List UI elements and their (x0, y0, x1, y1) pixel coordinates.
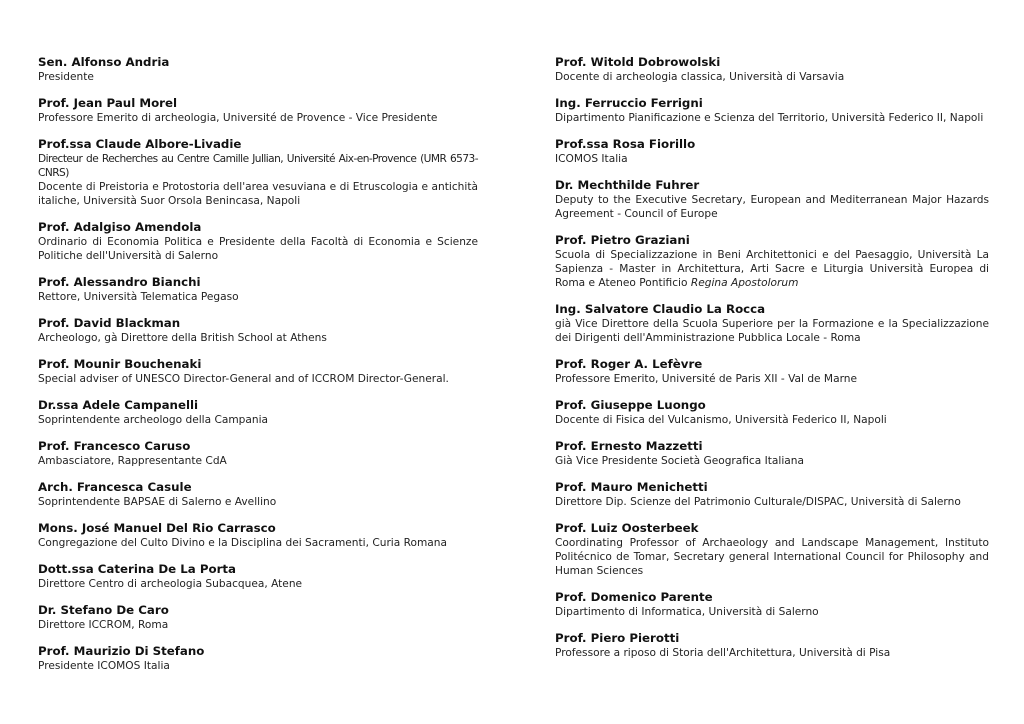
member-name: Mons. José Manuel Del Rio Carrasco (38, 521, 276, 535)
member-entry (38, 220, 478, 263)
member-name: Arch. Francesca Casule (38, 480, 192, 494)
member-name: Prof. David Blackman (38, 316, 181, 330)
member-entry (38, 521, 478, 550)
member-role: Professore Emerito, Université de Paris XII - Val de Marne (555, 373, 857, 385)
member-name: Prof.ssa Claude Albore-Livadie (38, 137, 242, 151)
member-role: Soprintendente BAPSAE di Salerno e Avellino (38, 496, 277, 508)
member-role: già Vice Direttore della Scuola Superiore per la Formazione e la Specializzazione dei Dirigenti dell'Amministrazione Pubblica Locale - Roma (555, 318, 989, 344)
member-role: Già Vice Presidente Società Geografica Italiana (555, 455, 804, 467)
member-entry (38, 439, 478, 468)
member-entry (38, 357, 478, 386)
member-role: Professore Emerito di archeologia, Université de Provence - Vice Presidente (38, 112, 438, 124)
right-column (555, 55, 989, 672)
member-name: Prof. Luiz Oosterbeek (555, 521, 699, 535)
member-name: Prof. Witold Dobrowolski (555, 55, 721, 69)
member-entry (38, 275, 478, 304)
member-name: Prof. Mounir Bouchenaki (38, 357, 202, 371)
member-entry (555, 302, 989, 345)
member-name: Prof. Domenico Parente (555, 590, 713, 604)
member-entry (38, 55, 478, 84)
member-entry (555, 439, 989, 468)
member-name: Sen. Alfonso Andria (38, 55, 170, 69)
member-role: Direttore Dip. Scienze del Patrimonio Culturale/DISPAC, Università di Salerno (555, 496, 961, 508)
member-entry (38, 398, 478, 427)
member-role: Docente di Fisica del Vulcanismo, Università Federico II, Napoli (555, 414, 887, 426)
member-name: Prof. Maurizio Di Stefano (38, 644, 205, 658)
member-entry (555, 137, 989, 166)
member-role: Rettore, Università Telematica Pegaso (38, 291, 239, 303)
member-name: Prof. Piero Pierotti (555, 631, 680, 645)
member-entry (38, 137, 478, 208)
member-entry (555, 480, 989, 509)
member-role-text: Scuola di Specializzazione in Beni Architettonici e del Paesaggio, Università La Sapienza - Master in Architettura, Arti Sacre e Liturgia Università Europea di Roma e Ateneo Pontificio (555, 249, 989, 289)
member-role-italic: Regina Apostolorum (690, 277, 799, 289)
member-name: Dr. Stefano De Caro (38, 603, 169, 617)
member-name: Prof. Pietro Graziani (555, 233, 690, 247)
member-role: Ambasciatore, Rappresentante CdA (38, 455, 227, 467)
member-entry (555, 590, 989, 619)
member-role: ICOMOS Italia (555, 153, 628, 165)
member-entry (555, 178, 989, 221)
left-column (38, 55, 478, 685)
member-entry (38, 96, 478, 125)
member-entry (38, 480, 478, 509)
member-role: Presidente (38, 71, 94, 83)
member-role: Presidente ICOMOS Italia (38, 660, 170, 672)
member-entry (555, 96, 989, 125)
member-name: Prof. Mauro Menichetti (555, 480, 708, 494)
member-name: Prof.ssa Rosa Fiorillo (555, 137, 696, 151)
member-entry (555, 631, 989, 660)
member-role: Direttore ICCROM, Roma (38, 619, 169, 631)
member-name: Prof. Francesco Caruso (38, 439, 191, 453)
member-role: Professore a riposo di Storia dell'Architettura, Università di Pisa (555, 647, 891, 659)
member-name: Prof. Giuseppe Luongo (555, 398, 706, 412)
member-entry (555, 521, 989, 578)
member-role: Deputy to the Executive Secretary, European and Mediterranean Major Hazards Agreement - Council of Europe (555, 194, 989, 220)
member-entry (555, 398, 989, 427)
member-entry (555, 55, 989, 84)
member-name: Prof. Alessandro Bianchi (38, 275, 201, 289)
member-name: Prof. Roger A. Lefèvre (555, 357, 703, 371)
member-role: Archeologo, gà Direttore della British School at Athens (38, 332, 327, 344)
member-role: Soprintendente archeologo della Campania (38, 414, 269, 426)
member-role (555, 248, 989, 290)
member-role: Direttore Centro di archeologia Subacquea, Atene (38, 578, 303, 590)
member-entry (38, 316, 478, 345)
member-name: Dott.ssa Caterina De La Porta (38, 562, 237, 576)
member-role: Dipartimento Pianificazione e Scienza del Territorio, Università Federico II, Napoli (555, 112, 984, 124)
member-name: Ing. Ferruccio Ferrigni (555, 96, 703, 110)
member-name: Dr.ssa Adele Campanelli (38, 398, 199, 412)
member-entry (555, 357, 989, 386)
member-name: Dr. Mechthilde Fuhrer (555, 178, 700, 192)
member-role: Ordinario di Economia Politica e Presidente della Facoltà di Economia e Scienze Politiche dell'Università di Salerno (38, 236, 478, 262)
member-entry (38, 603, 478, 632)
member-role: Directeur de Recherches au Centre Camille Jullian, Université Aix-en-Provence (UMR 6573-CNRS) (38, 153, 478, 179)
member-entry (38, 644, 478, 673)
member-entry (555, 233, 989, 290)
member-name: Prof. Jean Paul Morel (38, 96, 178, 110)
member-name: Prof. Adalgiso Amendola (38, 220, 202, 234)
member-role: Special adviser of UNESCO Director-General and of ICCROM Director-General. (38, 373, 449, 385)
member-entry (38, 562, 478, 591)
member-role: Congregazione del Culto Divino e la Disciplina dei Sacramenti, Curia Romana (38, 537, 447, 549)
member-role: Docente di archeologia classica, Università di Varsavia (555, 71, 845, 83)
member-name: Prof. Ernesto Mazzetti (555, 439, 703, 453)
member-role: Coordinating Professor of Archaeology and Landscape Management, Instituto Politécnico de Tomar, Secretary general International Council for Philosophy and Human Sciences (555, 537, 989, 577)
member-role: Dipartimento di Informatica, Università di Salerno (555, 606, 819, 618)
member-name: Ing. Salvatore Claudio La Rocca (555, 302, 766, 316)
member-role: Docente di Preistoria e Protostoria dell'area vesuviana e di Etruscologia e antichità italiche, Università Suor Orsola Benincasa, Napoli (38, 181, 478, 207)
